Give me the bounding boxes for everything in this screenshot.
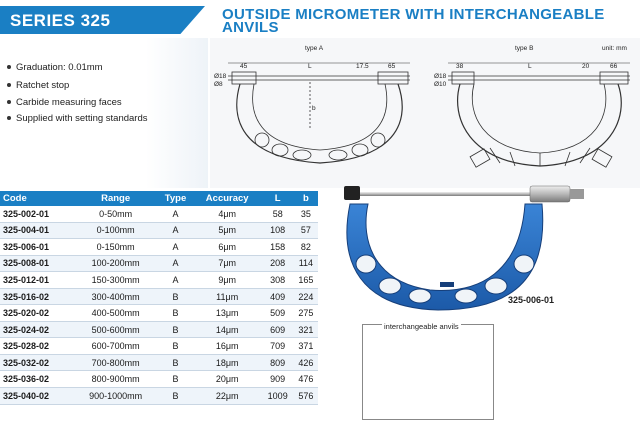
table-cell: 108 [262, 222, 294, 239]
dimension-label: 45 [240, 63, 248, 70]
table-row [0, 206, 318, 222]
series-title: SERIES 325 [10, 11, 111, 30]
anvils-frame [362, 324, 494, 420]
table-cell: 0-150mm [73, 239, 158, 256]
dimension-label: 65 [388, 63, 396, 70]
table-cell: A [158, 206, 193, 222]
table-cell: 325-002-01 [0, 206, 73, 222]
table-cell: 325-012-01 [0, 272, 73, 289]
column-header: Range [73, 191, 158, 206]
dimension-label: L [308, 63, 312, 70]
table-cell: 100-200mm [73, 255, 158, 272]
table-row [0, 239, 318, 256]
table-row [0, 371, 318, 388]
table-cell: 150-300mm [73, 272, 158, 289]
table-cell: 165 [294, 272, 318, 289]
type-a-drawing [228, 63, 410, 163]
table-cell: B [158, 354, 193, 371]
type-b-label: type B [515, 45, 534, 52]
type-a-label: type A [305, 45, 324, 52]
column-header: b [294, 191, 318, 206]
table-header-row [0, 191, 318, 206]
column-header: Accuracy [193, 191, 262, 206]
table-row [0, 272, 318, 289]
table-cell: 900-1000mm [73, 388, 158, 405]
table-cell: A [158, 272, 193, 289]
table-cell: 20μm [193, 371, 262, 388]
column-header: Code [0, 191, 73, 206]
table-cell: A [158, 222, 193, 239]
table-cell: 14μm [193, 321, 262, 338]
table-cell: B [158, 305, 193, 322]
table-cell: 909 [262, 371, 294, 388]
table-cell: 325-004-01 [0, 222, 73, 239]
table-cell: 325-008-01 [0, 255, 73, 272]
table-row [0, 255, 318, 272]
type-b-drawing [448, 63, 630, 167]
technical-drawing-panel [210, 38, 640, 188]
table-cell: 500-600mm [73, 321, 158, 338]
table-row [0, 305, 318, 322]
dimension-label: Ø18 [434, 73, 447, 80]
table-cell: 4μm [193, 206, 262, 222]
table-cell: 57 [294, 222, 318, 239]
table-cell: 426 [294, 354, 318, 371]
dimension-label: 17.5 [356, 63, 369, 70]
feature-item: Graduation: 0.01mm [7, 62, 103, 73]
table-cell: 576 [294, 388, 318, 405]
table-cell: B [158, 388, 193, 405]
feature-list [0, 38, 208, 188]
table-cell: 7μm [193, 255, 262, 272]
dimension-label: L [528, 63, 532, 70]
table-cell: 325-036-02 [0, 371, 73, 388]
specification-table [0, 191, 318, 405]
table-cell: 371 [294, 338, 318, 355]
table-cell: 409 [262, 288, 294, 305]
bullet-icon [7, 100, 11, 104]
table-cell: 325-020-02 [0, 305, 73, 322]
anvils-label: interchangeable anvils [384, 322, 459, 331]
table-cell: 308 [262, 272, 294, 289]
table-row [0, 321, 318, 338]
table-cell: 709 [262, 338, 294, 355]
dimension-label: 20 [582, 63, 590, 70]
table-cell: 35 [294, 206, 318, 222]
table-cell: A [158, 239, 193, 256]
table-cell: 325-032-02 [0, 354, 73, 371]
table-cell: 300-400mm [73, 288, 158, 305]
table-cell: 114 [294, 255, 318, 272]
table-cell: 208 [262, 255, 294, 272]
table-row [0, 354, 318, 371]
table-cell: 224 [294, 288, 318, 305]
table-cell: 325-016-02 [0, 288, 73, 305]
photo-caption: 325-006-01 [508, 295, 555, 305]
product-title: OUTSIDE MICROMETER WITH INTERCHANGEABLE ANVILS [222, 6, 605, 36]
table-cell: 11μm [193, 288, 262, 305]
table-cell: 16μm [193, 338, 262, 355]
table-cell: 321 [294, 321, 318, 338]
table-cell: 600-700mm [73, 338, 158, 355]
feature-item: Supplied with setting standards [7, 113, 148, 124]
table-cell: 0-100mm [73, 222, 158, 239]
column-header: L [262, 191, 294, 206]
table-cell: 18μm [193, 354, 262, 371]
table-row [0, 222, 318, 239]
table-cell: 275 [294, 305, 318, 322]
table-row [0, 288, 318, 305]
table-cell: 6μm [193, 239, 262, 256]
dimension-label: 66 [610, 63, 618, 70]
table-cell: B [158, 288, 193, 305]
table-cell: 1009 [262, 388, 294, 405]
table-row [0, 388, 318, 405]
dimension-label: Ø18 [214, 73, 227, 80]
table-cell: A [158, 255, 193, 272]
dimension-label: b [312, 105, 316, 112]
micrometer-image [344, 186, 584, 310]
table-cell: 58 [262, 206, 294, 222]
table-cell: 22μm [193, 388, 262, 405]
column-header: Type [158, 191, 193, 206]
table-cell: 700-800mm [73, 354, 158, 371]
dimension-label: Ø8 [214, 81, 223, 88]
bullet-icon [7, 65, 11, 69]
table-cell: 476 [294, 371, 318, 388]
table-cell: B [158, 321, 193, 338]
table-cell: 82 [294, 239, 318, 256]
table-cell: 0-50mm [73, 206, 158, 222]
table-cell: 325-006-01 [0, 239, 73, 256]
table-cell: 325-024-02 [0, 321, 73, 338]
unit-label: unit: mm [602, 45, 627, 52]
table-cell: 809 [262, 354, 294, 371]
table-cell: B [158, 371, 193, 388]
feature-item: Carbide measuring faces [7, 97, 122, 108]
dimension-label: 38 [456, 63, 464, 70]
table-cell: 800-900mm [73, 371, 158, 388]
table-cell: 13μm [193, 305, 262, 322]
bullet-icon [7, 116, 11, 120]
table-cell: B [158, 338, 193, 355]
table-row [0, 338, 318, 355]
table-cell: 509 [262, 305, 294, 322]
table-cell: 9μm [193, 272, 262, 289]
table-cell: 609 [262, 321, 294, 338]
table-cell: 400-500mm [73, 305, 158, 322]
table-cell: 5μm [193, 222, 262, 239]
table-cell: 325-040-02 [0, 388, 73, 405]
table-cell: 158 [262, 239, 294, 256]
dimension-label: Ø10 [434, 81, 447, 88]
table-cell: 325-028-02 [0, 338, 73, 355]
feature-item: Ratchet stop [7, 80, 69, 91]
bullet-icon [7, 83, 11, 87]
